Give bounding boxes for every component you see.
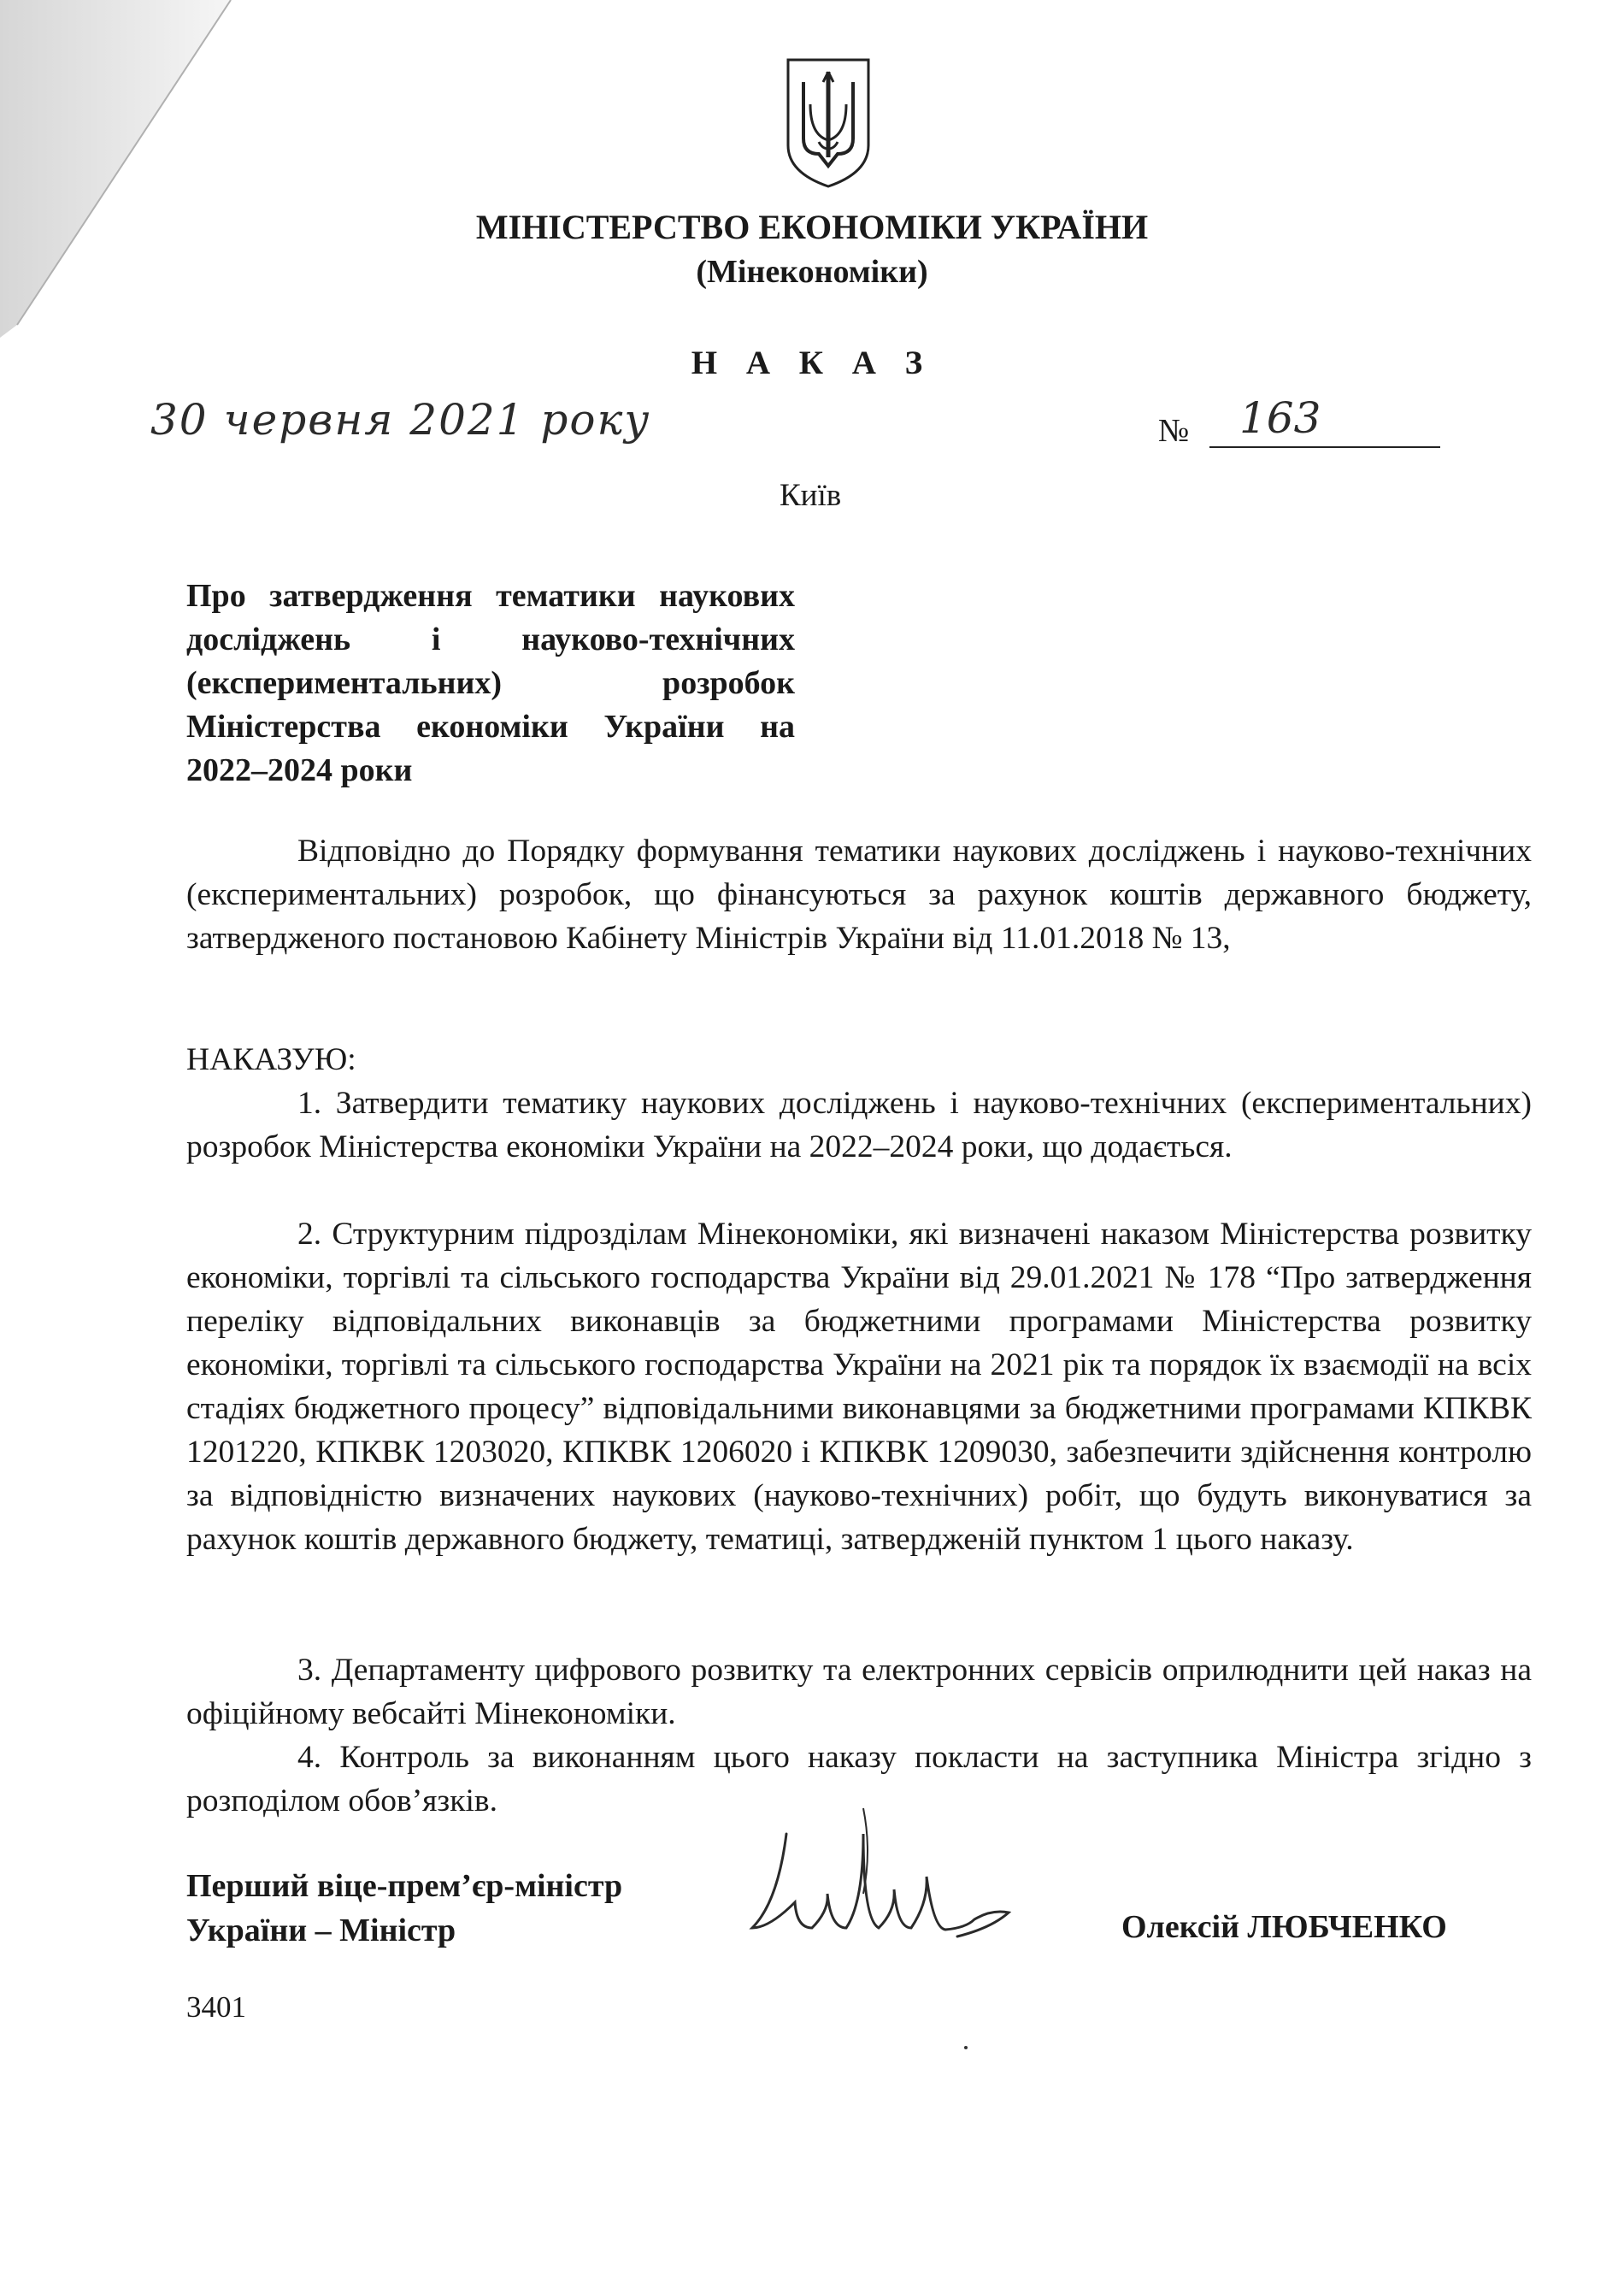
order-number-label: №: [1158, 413, 1190, 449]
intro-paragraph: Відповідно до Порядку формування тематики наукових досліджень і науково-технічних (експериментальних) розробок, що фінансуються за рахунок коштів державного бюджету, затвердженого постановою Кабінету Міністрів України від 11.01.2018 № 13,: [186, 834, 1532, 956]
signatory-position: [186, 1864, 622, 1953]
order-item-4: 4. Контроль за виконанням цього наказу покласти на заступника Міністра згідно з розподілом обов’язків.: [186, 1740, 1532, 1818]
order-number-underline: [1209, 446, 1440, 448]
document-type: Н А К А З: [691, 345, 933, 381]
order-subject: Про затвердження тематики наукових досліджень і науково-технічних (експериментальних) розробок Міністерства економіки України на 2022–2024 роки: [186, 578, 795, 788]
scan-speck: [964, 2046, 968, 2049]
order-word: НАКАЗУЮ:: [186, 1042, 356, 1077]
order-number: 163: [1239, 393, 1321, 443]
ministry-name: МІНІСТЕРСТВО ЕКОНОМІКИ УКРАЇНИ: [475, 208, 1149, 246]
order-item-3: 3. Департаменту цифрового розвитку та електронних сервісів оприлюднити цей наказ на офіційному вебсайті Мінекономіки.: [186, 1653, 1532, 1731]
order-date: 30 червня 2021 року: [150, 395, 651, 445]
city: Київ: [780, 478, 842, 513]
order-item-2: 2. Структурним підрозділам Мінекономіки, які визначені наказом Міністерства розвитку економіки, торгівлі та сільського господарства України від 29.01.2021 № 178 “Про затвердження переліку відповідальних виконавців за бюджетними програмами Міністерства розвитку економіки, торгівлі та сільського господарства України на 2021 рік та порядок їх взаємодії на всіх стадіях бюджетного процесу” відповідальними виконавцями за бюджетними програмами КПКВК 1201220, КПКВК 1203020, КПКВК 1206020 і КПКВК 1209030, забезпечити здійснення контролю за відповідністю визначених наукових (науково-технічних) робіт, що будуть виконуватися за рахунок коштів державного бюджету, тематиці, затвердженій пунктом 1 цього наказу.: [186, 1217, 1532, 1557]
signatory-name: Олексій ЛЮБЧЕНКО: [1121, 1909, 1447, 1945]
signatory-position-line-1: Перший віце-прем’єр-міністр: [186, 1868, 623, 1904]
signatory-position-line-2: України – Міністр: [186, 1913, 456, 1948]
handwritten-signature: [735, 1800, 1026, 1979]
ministry-short-name: (Мінекономіки): [696, 254, 928, 290]
document-code: 3401: [186, 1990, 246, 2024]
order-item-1: 1. Затвердити тематику наукових досліджень і науково-технічних (експериментальних) розробок Міністерства економіки України на 2022–2024 роки, що додається.: [186, 1086, 1532, 1164]
coat-of-arms-icon: [781, 53, 875, 190]
